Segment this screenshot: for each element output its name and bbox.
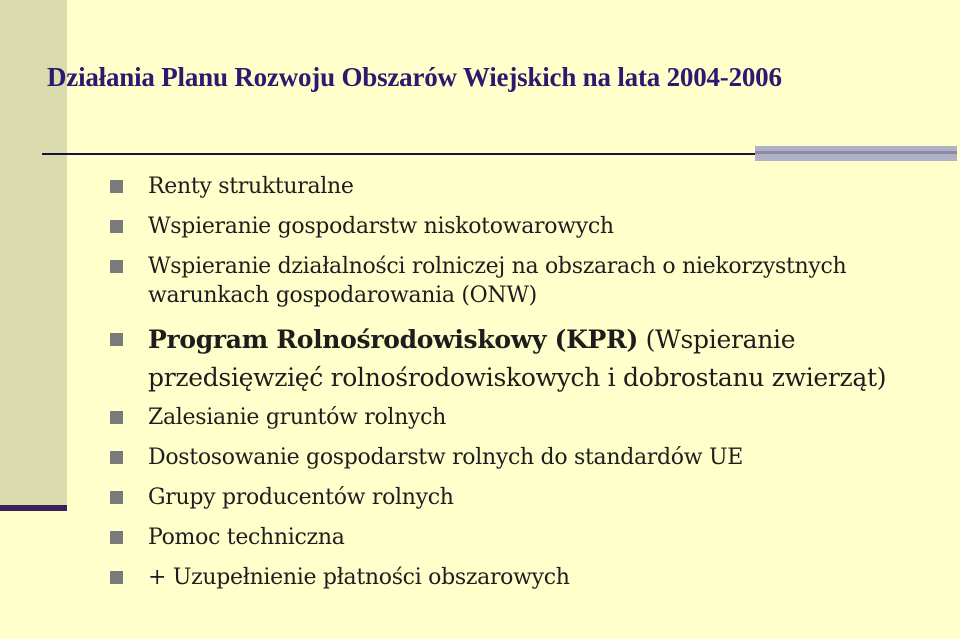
list-item (110, 563, 955, 592)
list-item-text: Dostosowanie gospodarstw rolnych do standardów UE (148, 445, 743, 470)
square-bullet-icon (110, 220, 123, 233)
list-item (110, 523, 955, 552)
list-item-text: Grupy producentów rolnych (148, 485, 454, 510)
list-item (110, 252, 955, 310)
left-sidebar-rule (0, 505, 67, 511)
square-bullet-icon (110, 491, 123, 504)
list-item-highlighted (110, 321, 955, 397)
square-bullet-icon (110, 571, 123, 584)
list-item (110, 403, 955, 432)
list-item (110, 172, 955, 201)
square-bullet-icon (110, 333, 123, 346)
title-underline-accent (755, 146, 957, 161)
list-item-text: + Uzupełnienie płatności obszarowych (148, 565, 570, 590)
list-item-text: Renty strukturalne (148, 174, 354, 199)
square-bullet-icon (110, 451, 123, 464)
square-bullet-icon (110, 260, 123, 273)
list-item-bold-text: Program Rolnośrodowiskowy (KPR) (148, 325, 639, 354)
list-item (110, 443, 955, 472)
square-bullet-icon (110, 411, 123, 424)
list-item (110, 212, 955, 241)
bullet-list (110, 172, 955, 603)
square-bullet-icon (110, 531, 123, 544)
list-item-text: Zalesianie gruntów rolnych (148, 405, 447, 430)
slide-title: Działania Planu Rozwoju Obszarów Wiejskich na lata 2004-2006 (47, 62, 782, 92)
list-item-text: (Wspieranie przedsięwzięć rolnośrodowiskowych i dobrostanu zwierząt) (148, 325, 887, 392)
list-item-text: Wspieranie działalności rolniczej na obszarach o niekorzystnych warunkach gospodarowania (ONW) (148, 254, 847, 308)
list-item (110, 483, 955, 512)
list-item-text: Wspieranie gospodarstw niskotowarowych (148, 214, 614, 239)
square-bullet-icon (110, 180, 123, 193)
list-item-text: Pomoc techniczna (148, 525, 345, 550)
